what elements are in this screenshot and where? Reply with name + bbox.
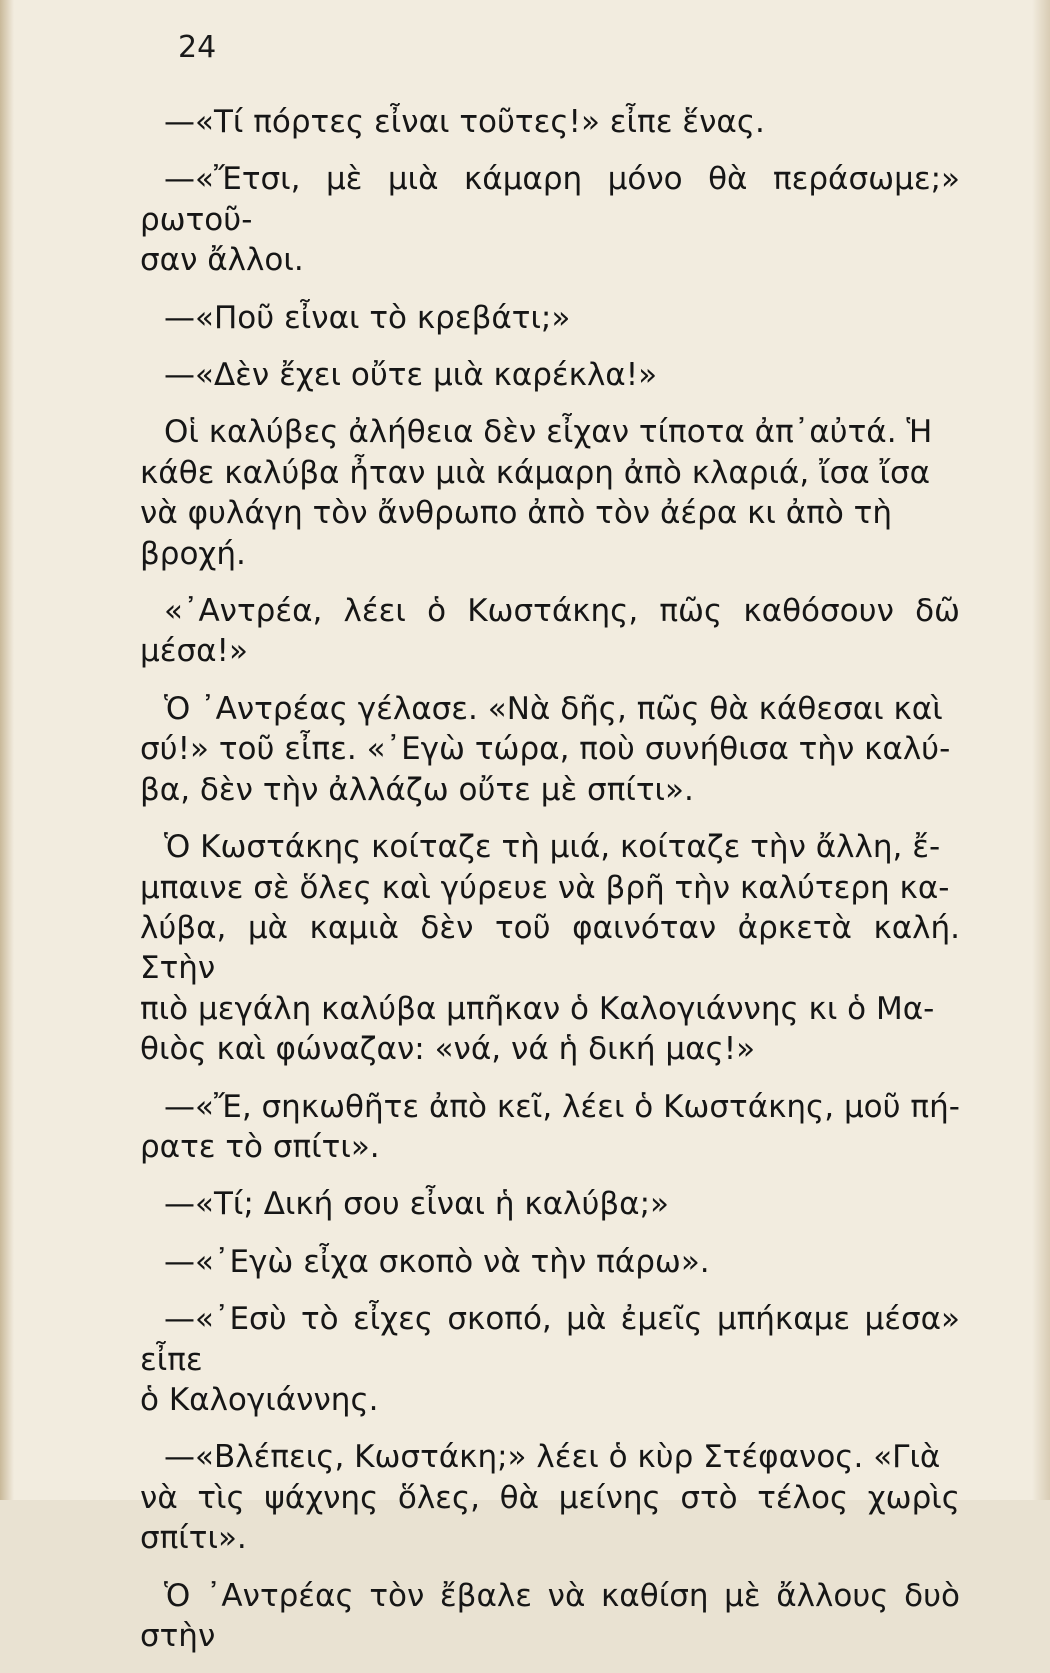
text-line: Ὁ ᾽Αντρέας τὸν ἔβαλε νὰ καθίση μὲ ἄλλους δυὸ στὴν <box>140 1577 960 1654</box>
text-line: —«Ἔτσι, μὲ μιὰ κάμαρη μόνο θὰ περάσωμε;» ρωτοῦ- <box>140 161 960 238</box>
text-line: —«᾽Εσὺ τὸ εἶχες σκοπό, μὰ ἐμεῖς μπήκαμε μέσα» εἶπε <box>140 1301 960 1378</box>
paragraph <box>140 412 960 574</box>
paragraph <box>140 1576 960 1657</box>
text-line: —«Ποῦ εἶναι τὸ κρεβάτι;» <box>164 299 571 336</box>
text-line: —«Τί πόρτες εἶναι τοῦτες!» εἶπε ἕνας. <box>164 104 765 140</box>
text-line: Οἱ καλύβες ἀλήθεια δὲν εἶχαν τίποτα ἀπ᾽αὐτά. Ἡ <box>164 414 933 451</box>
text-line: —«Ἔ, σηκωθῆτε ἀπὸ κεῖ, λέει ὁ Κωστάκης, μοῦ πή- <box>164 1088 960 1125</box>
paragraph <box>140 102 960 142</box>
text-line: πιὸ μεγάλη καλύβα μπῆκαν ὁ Καλογιάννης κι ὁ Μα- <box>140 990 935 1027</box>
paragraph <box>140 298 960 338</box>
paragraph <box>140 1299 960 1420</box>
paragraph <box>140 827 960 1069</box>
text-line: βα, δὲν τὴν ἀλλάζω οὔτε μὲ σπίτι». <box>140 771 694 808</box>
paragraph <box>140 591 960 672</box>
text-line: ρατε τὸ σπίτι». <box>140 1128 380 1165</box>
paragraph <box>140 1184 960 1224</box>
text-line: μπαινε σὲ ὅλες καὶ γύρευε νὰ βρῆ τὴν καλύτερη κα- <box>140 869 950 906</box>
text-line: —«Τί; Δική σου εἶναι ἡ καλύβα;» <box>164 1186 670 1223</box>
text-line: σύ!» τοῦ εἶπε. «᾽Εγὼ τώρα, ποὺ συνήθισα τὴν καλύ- <box>140 731 951 768</box>
paragraph <box>140 1087 960 1168</box>
text-line: Ὁ ᾽Αντρέας γέλασε. «Νὰ δῆς, πῶς θὰ κάθεσαι καὶ <box>164 690 943 727</box>
text-line: λύβα, μὰ καμιὰ δὲν τοῦ φαινόταν ἀρκετὰ καλή. Στὴν <box>140 909 960 987</box>
text-line: βροχή. <box>140 535 246 572</box>
text-line: Ὁ Κωστάκης κοίταζε τὴ μιά, κοίταζε τὴν ἄλλη, ἔ- <box>164 829 941 866</box>
text-line: κάθε καλύβα ἦταν μιὰ κάμαρη ἀπὸ κλαριά, ἴσα ἴσα <box>140 454 931 491</box>
paragraph <box>140 159 960 280</box>
text-line: ὁ Καλογιάννης. <box>140 1381 379 1418</box>
text-line: νὰ φυλάγη τὸν ἄνθρωπο ἀπὸ τὸν ἀέρα κι ἀπὸ τὴ <box>140 495 892 532</box>
text-line: —«᾽Εγὼ εἶχα σκοπὸ νὰ τὴν πάρω». <box>164 1243 710 1280</box>
text-line: —«Δὲν ἔχει οὔτε μιὰ καρέκλα!» <box>164 357 658 394</box>
page-number: 24 <box>178 30 217 65</box>
text-line: σαν ἄλλοι. <box>140 242 304 279</box>
paragraph <box>140 689 960 810</box>
text-line: —«Βλέπεις, Κωστάκη;» λέει ὁ κὺρ Στέφανος. «Γιὰ <box>164 1439 941 1476</box>
text-line: «᾽Αντρέα, λέει ὁ Κωστάκης, πῶς καθόσουν δῶ μέσα!» <box>140 593 960 670</box>
text-line: νὰ τὶς ψάχνης ὅλες, θὰ μείνης στὸ τέλος χωρὶς σπίτι». <box>140 1479 960 1557</box>
body-text <box>140 102 960 1673</box>
paragraph <box>140 1437 960 1558</box>
paragraph <box>140 355 960 395</box>
text-line: θιὸς καὶ φώναζαν: «νά, νά ἡ δική μας!» <box>140 1031 756 1068</box>
paragraph <box>140 1242 960 1282</box>
